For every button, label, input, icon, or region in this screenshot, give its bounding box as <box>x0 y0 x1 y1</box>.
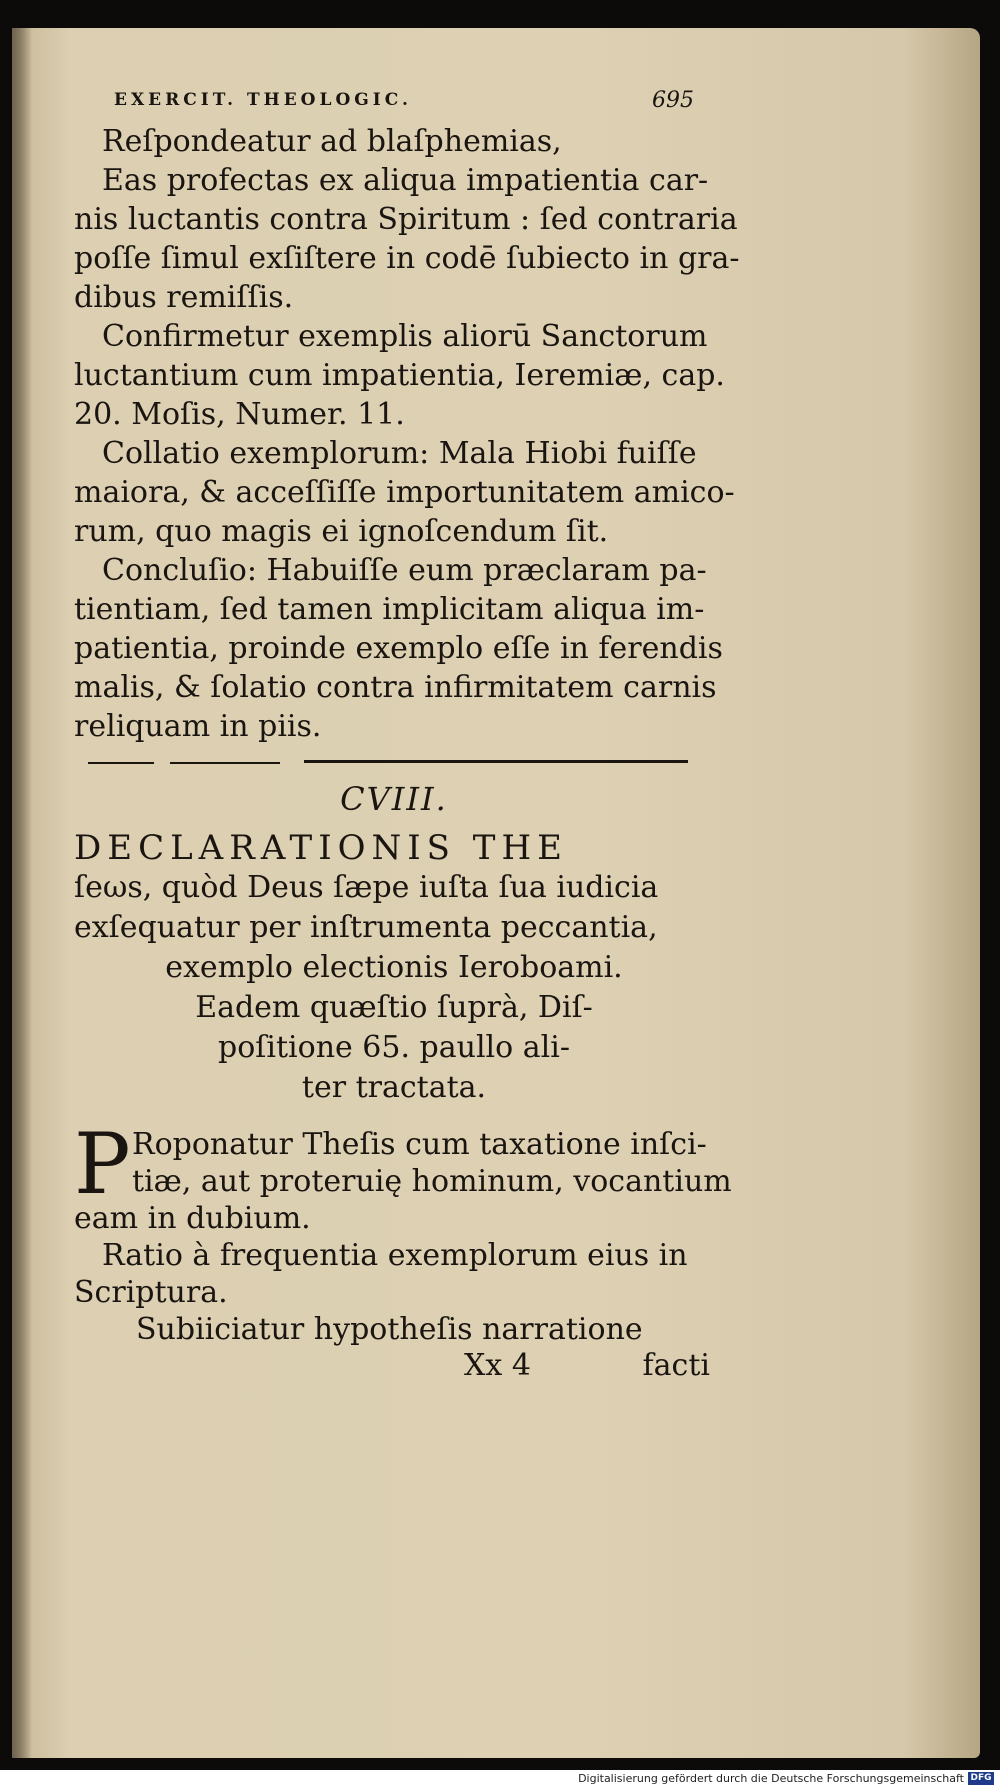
section-heading <box>74 868 714 1108</box>
footer-bar <box>0 1770 1000 1788</box>
heading-line: poſitione 65. paullo ali- <box>218 1030 570 1065</box>
heading-line: ſeωs, quòd Deus ſæpe iuſta ſua iudicia <box>74 870 659 905</box>
heading-line: ter tractata. <box>301 1070 487 1105</box>
text-line: patientia, proinde exemplo eſſe in ferendis <box>74 631 723 666</box>
text-line: dibus remiſſis. <box>74 280 294 315</box>
text-line: Concluſio: Habuiſſe eum præclaram pa- <box>102 553 707 588</box>
text-line: Confirmetur exemplis aliorū Sanctorum <box>102 319 708 354</box>
dfg-logo: DFG <box>968 1772 994 1785</box>
section-number: CVIII. <box>340 780 448 818</box>
text-line: nis luctantis contra Spiritum : ſed contraria <box>74 202 738 237</box>
divider-rule <box>170 762 280 764</box>
section2-body <box>74 1115 732 1348</box>
text-line: Scriptura. <box>74 1275 228 1310</box>
section1-text <box>74 122 740 746</box>
text-line: maiora, & acceſſiſſe importunitatem amico- <box>74 475 735 510</box>
drop-cap: P <box>74 1115 131 1213</box>
text-line: poſſe ſimul exſiſtere in codē ſubiecto in gra- <box>74 241 740 276</box>
text-line: Eas profectas ex aliqua impatientia car- <box>102 163 709 198</box>
text-line: Reſpondeatur ad blaſphemias, <box>102 124 562 159</box>
text-line: Ratio à frequentia exemplorum eius in <box>102 1238 688 1273</box>
page-number: 695 <box>652 88 694 113</box>
heading-line: exſequatur per inſtrumenta peccantia, <box>74 910 658 945</box>
text-line: malis, & ſolatio contra infirmitatem carnis <box>74 670 717 705</box>
footer-credit: Digitalisierung gefördert durch die Deutsche Forschungsgemeinschaft <box>578 1772 964 1785</box>
text-line: reliquam in piis. <box>74 709 322 744</box>
section-heading-caps: DECLARATIONIS THE <box>74 828 568 868</box>
signature-mark: Xx 4 <box>464 1348 531 1383</box>
book-leaf <box>12 28 980 1758</box>
text-line: eam in dubium. <box>74 1201 311 1236</box>
text-line: rum, quo magis ei ignoſcendum ſit. <box>74 514 609 549</box>
text-line: tientiam, ſed tamen implicitam aliqua im- <box>74 592 705 627</box>
running-head-title: EXERCIT. THEOLOGIC. <box>114 90 412 110</box>
heading-line: Eadem quæſtio ſuprà, Diſ- <box>195 990 593 1025</box>
gutter-shadow <box>12 28 32 1758</box>
text-line: Collatio exemplorum: Mala Hiobi fuiſſe <box>102 436 697 471</box>
section-divider <box>74 754 714 774</box>
heading-line: exemplo electionis Ieroboami. <box>165 950 623 985</box>
running-head <box>74 78 714 122</box>
text-block <box>74 78 740 1388</box>
divider-rule <box>88 762 154 764</box>
text-line: Roponatur Theſis cum taxatione inſci- <box>132 1127 707 1162</box>
catchline <box>74 1348 714 1388</box>
text-line: 20. Moſis, Numer. 11. <box>74 397 405 432</box>
text-line: luctantium cum impatientia, Ieremiæ, cap. <box>74 358 725 393</box>
divider-rule <box>304 760 688 763</box>
text-line: tiæ, aut proteruię hominum, vocantium <box>132 1164 732 1199</box>
catchword: facti <box>642 1348 710 1383</box>
text-line: Subiiciatur hypotheſis narratione <box>136 1312 643 1347</box>
